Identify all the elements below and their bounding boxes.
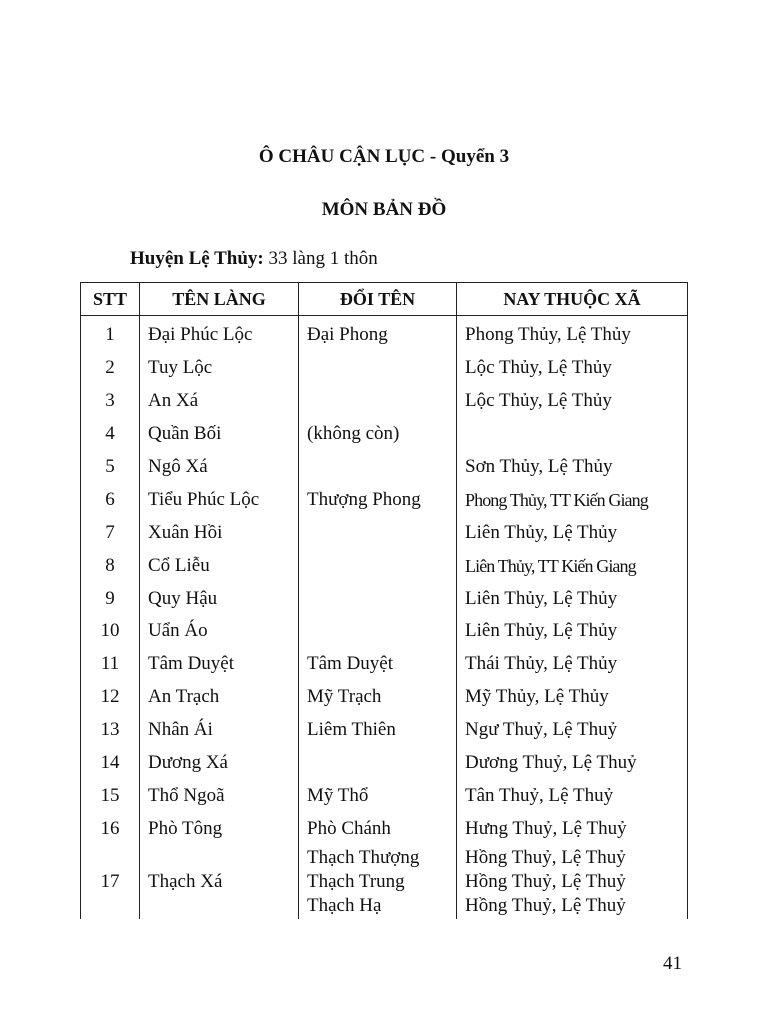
cell-stt: 10 (81, 615, 140, 648)
cell-now: Thái Thủy, Lệ Thủy (457, 648, 688, 681)
cell-name: Tiểu Phúc Lộc (140, 483, 299, 516)
cell-now: Dương Thuỷ, Lệ Thuỷ (457, 747, 688, 780)
cell-renamed: Liêm Thiên (299, 714, 457, 747)
cell-stt: 6 (81, 483, 140, 516)
cell-name: Đại Phúc Lộc (140, 316, 299, 352)
cell-name: Tâm Duyệt (140, 648, 299, 681)
table-row (81, 451, 688, 484)
table-row (81, 812, 688, 845)
table-row (81, 779, 688, 812)
cell-renamed (299, 516, 457, 549)
header-stt: STT (81, 283, 140, 316)
table-row (81, 352, 688, 385)
cell-now: Phong Thủy, Lệ Thủy (457, 316, 688, 352)
cell-stt: 11 (81, 648, 140, 681)
renamed-line: Thạch Hạ (307, 895, 382, 917)
table-row (81, 648, 688, 681)
district-summary: 33 làng 1 thôn (268, 248, 378, 269)
cell-now: Tân Thuỷ, Lệ Thuỷ (457, 779, 688, 812)
cell-now: Liên Thủy, Lệ Thủy (457, 582, 688, 615)
table-row (81, 516, 688, 549)
cell-stt: 12 (81, 681, 140, 714)
table-row (81, 316, 688, 352)
cell-stt: 13 (81, 714, 140, 747)
cell-now: Mỹ Thủy, Lệ Thủy (457, 681, 688, 714)
cell-name: Cổ Liễu (140, 549, 299, 582)
cell-name: Dương Xá (140, 747, 299, 780)
table-row (81, 845, 688, 919)
table-row (81, 385, 688, 418)
section-title: MÔN BẢN ĐỒ (321, 199, 447, 220)
header-village-name: TÊN LÀNG (140, 283, 299, 316)
table-row (81, 483, 688, 516)
cell-stt: 3 (81, 385, 140, 418)
cell-stt: 15 (81, 779, 140, 812)
cell-name: Uẩn Áo (140, 615, 299, 648)
cell-now: Sơn Thủy, Lệ Thủy (457, 451, 688, 484)
cell-stt: 1 (81, 316, 140, 352)
table-row (81, 714, 688, 747)
cell-now: Lộc Thủy, Lệ Thủy (457, 385, 688, 418)
cell-now: Liên Thủy, Lệ Thủy (457, 516, 688, 549)
cell-name: Xuân Hồi (140, 516, 299, 549)
cell-renamed: Mỹ Trạch (299, 681, 457, 714)
cell-renamed (299, 582, 457, 615)
cell-renamed: Đại Phong (299, 316, 457, 352)
cell-name: Quần Bối (140, 418, 299, 451)
now-line: Hồng Thuỷ, Lệ Thuỷ (465, 847, 626, 869)
cell-stt: 5 (81, 451, 140, 484)
cell-stt: 17 (81, 845, 140, 919)
cell-renamed: Thượng Phong (299, 483, 457, 516)
table-row (81, 681, 688, 714)
cell-stt: 7 (81, 516, 140, 549)
table-row (81, 549, 688, 582)
cell-renamed (299, 451, 457, 484)
cell-stt: 8 (81, 549, 140, 582)
cell-now: Ngư Thuỷ, Lệ Thuỷ (457, 714, 688, 747)
now-line: Hồng Thuỷ, Lệ Thuỷ (465, 871, 626, 893)
cell-now: Liên Thủy, TT Kiến Giang (457, 549, 688, 582)
page-number: 41 (663, 953, 682, 974)
cell-renamed: Tâm Duyệt (299, 648, 457, 681)
cell-now: Hưng Thuỷ, Lệ Thuỷ (457, 812, 688, 845)
cell-stt: 4 (81, 418, 140, 451)
district-heading (130, 248, 378, 270)
cell-now (457, 845, 688, 919)
district-label: Huyện Lệ Thủy: (130, 248, 264, 269)
cell-renamed: (không còn) (299, 418, 457, 451)
cell-renamed (299, 549, 457, 582)
renamed-line: Thạch Thượng (307, 847, 420, 869)
cell-now (457, 418, 688, 451)
cell-name: Phò Tông (140, 812, 299, 845)
cell-now: Phong Thủy, TT Kiến Giang (457, 483, 688, 516)
village-table (80, 282, 688, 919)
table-row (81, 582, 688, 615)
now-line: Hồng Thuỷ, Lệ Thuỷ (465, 895, 626, 917)
table-row (81, 747, 688, 780)
renamed-line: Thạch Trung (307, 871, 405, 893)
cell-now: Lộc Thủy, Lệ Thủy (457, 352, 688, 385)
cell-renamed: Phò Chánh (299, 812, 457, 845)
book-title: Ô CHÂU CẬN LỤC - Quyển 3 (258, 146, 510, 167)
cell-name: Thạch Xá (140, 845, 299, 919)
cell-name: Ngô Xá (140, 451, 299, 484)
cell-stt: 14 (81, 747, 140, 780)
header-current-commune: NAY THUỘC XÃ (457, 283, 688, 316)
table-row (81, 418, 688, 451)
cell-renamed (299, 747, 457, 780)
cell-renamed: Mỹ Thổ (299, 779, 457, 812)
cell-now: Liên Thủy, Lệ Thủy (457, 615, 688, 648)
cell-renamed (299, 352, 457, 385)
table-row (81, 615, 688, 648)
cell-name: Quy Hậu (140, 582, 299, 615)
table-header-row (81, 283, 688, 316)
cell-renamed (299, 845, 457, 919)
cell-stt: 2 (81, 352, 140, 385)
cell-renamed (299, 615, 457, 648)
cell-name: An Trạch (140, 681, 299, 714)
cell-name: Thổ Ngoã (140, 779, 299, 812)
header-renamed: ĐỔI TÊN (299, 283, 457, 316)
cell-stt: 16 (81, 812, 140, 845)
cell-name: An Xá (140, 385, 299, 418)
cell-name: Nhân Ái (140, 714, 299, 747)
cell-stt: 9 (81, 582, 140, 615)
cell-name: Tuy Lộc (140, 352, 299, 385)
cell-renamed (299, 385, 457, 418)
